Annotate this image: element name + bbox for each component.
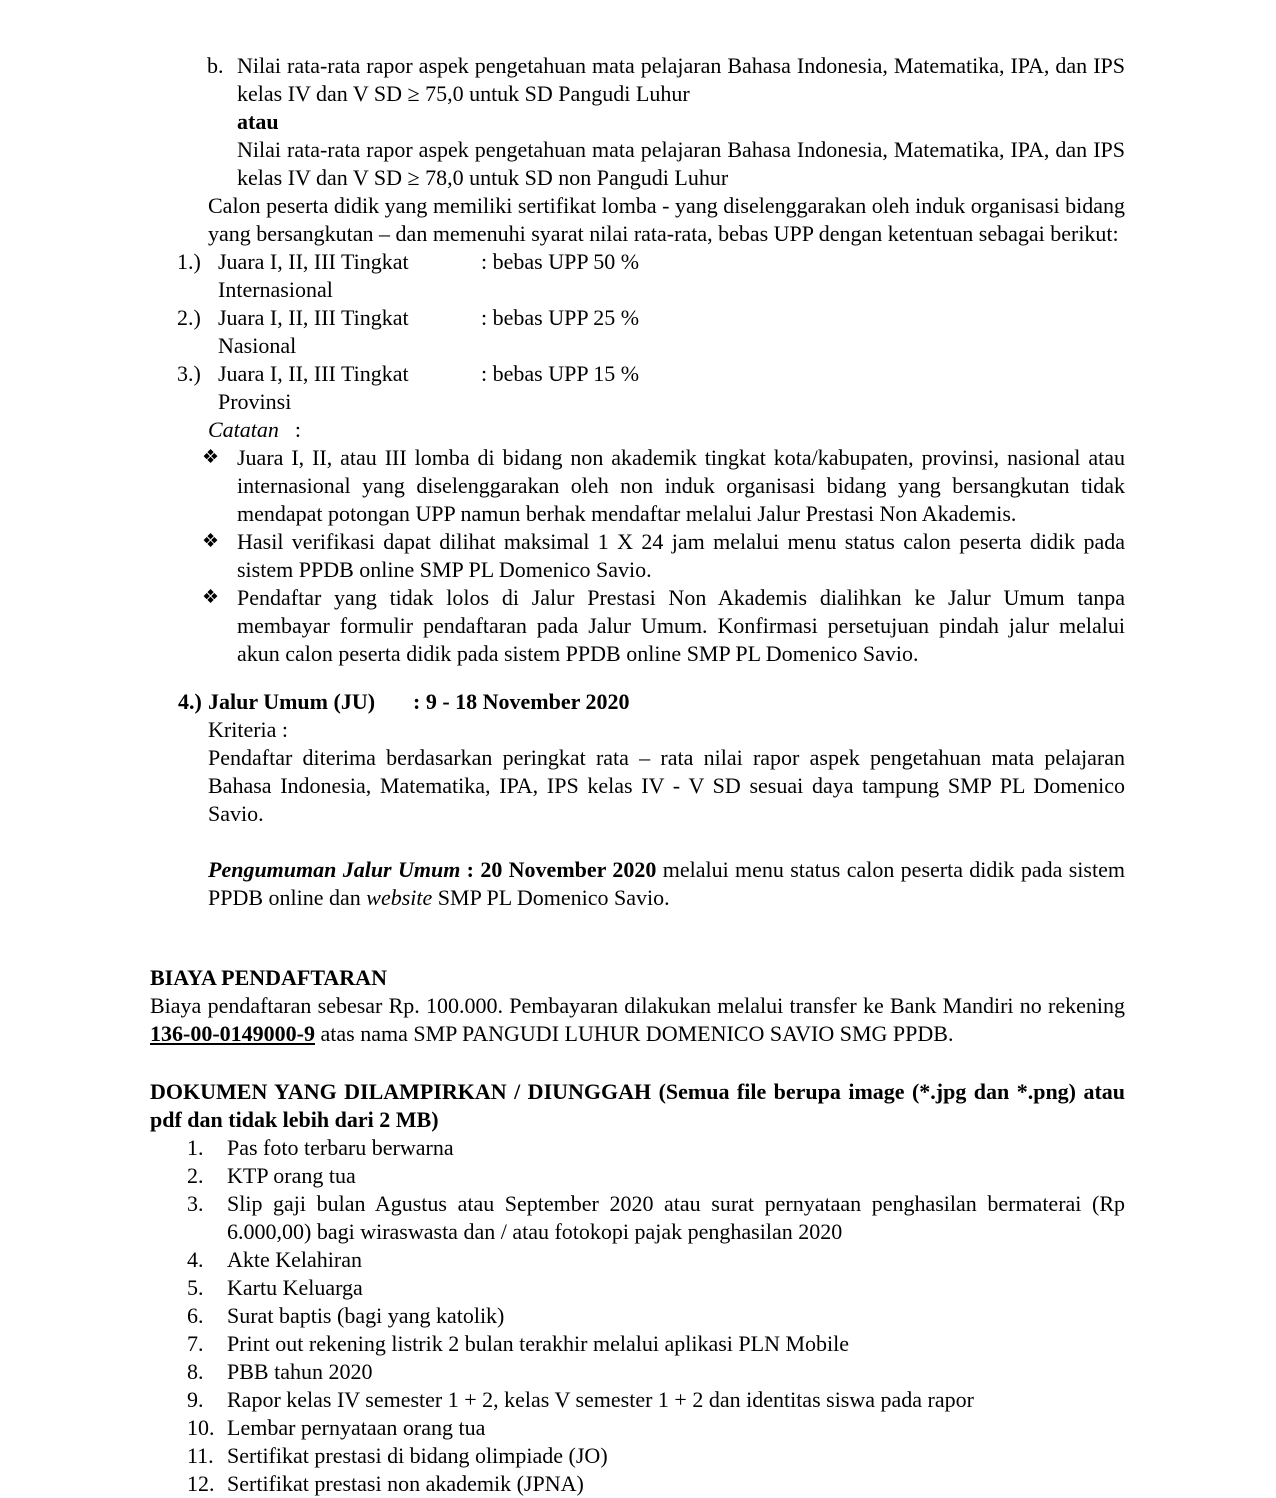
document-item-text: Slip gaji bulan Agustus atau September 2020 atau surat pernyataan penghasilan bermaterai (Rp 6.000,00) bagi wiraswasta dan / atau fotokopi pajak penghasilan 2020: [227, 1191, 1125, 1244]
announcement-lead: Pengumuman Jalur Umum: [208, 857, 461, 882]
document-item-text: PBB tahun 2020: [227, 1359, 373, 1384]
note-text: Pendaftar yang tidak lolos di Jalur Prestasi Non Akademis dialihkan ke Jalur Umum tanpa membayar formulir pendaftaran pada Jalur Umum. Konfirmasi persetujuan pindah jalur melalui akun calon peserta didik pada sistem PPDB online SMP PL Domenico Savio.: [237, 585, 1125, 666]
list-number: 1.: [187, 1135, 204, 1160]
requirement-non-pl-text: Nilai rata-rata rapor aspek pengetahuan mata pelajaran Bahasa Indonesia, Matematika, IPA, dan IPS kelas IV dan V SD ≥ 78,0 untuk SD non Pangudi Luhur: [237, 137, 1125, 190]
diamond-bullet-icon: ❖: [202, 447, 220, 468]
upp-rule-label: Juara I, II, III Tingkat Provinsi: [218, 361, 409, 414]
documents-heading-note: (Semua file berupa image (*.jpg dan *.png) atau pdf dan tidak lebih dari 2 MB): [150, 1079, 1125, 1132]
document-item-text: Kartu Keluarga: [227, 1275, 363, 1300]
fee-section-heading: BIAYA PENDAFTARAN: [150, 965, 387, 990]
announcement-sep: :: [460, 857, 481, 882]
list-marker: 4.): [178, 689, 202, 714]
document-item-text: KTP orang tua: [227, 1163, 356, 1188]
list-number: 4.: [187, 1247, 204, 1272]
announcement-date: 20 November 2020: [480, 857, 657, 882]
jalur-umum-heading: [178, 688, 1125, 716]
jalur-umum-dates: : 9 - 18 November 2020: [413, 689, 630, 714]
upp-rule-value: : bebas UPP 25 %: [481, 305, 640, 330]
list-marker: 1.): [177, 249, 201, 274]
document-item-text: Lembar pernyataan orang tua: [227, 1415, 486, 1440]
document-list-item: [150, 1190, 1125, 1246]
upp-rule-label: Juara I, II, III Tingkat Nasional: [218, 305, 409, 358]
fee-text: atas nama SMP PANGUDI LUHUR DOMENICO SAVIO SMG PPDB.: [314, 1021, 954, 1046]
calon-note-paragraph: Calon peserta didik yang memiliki sertifikat lomba - yang diselenggarakan oleh induk organisasi bidang yang bersangkutan – dan memenuhi syarat nilai rata-rata, bebas UPP dengan ketentuan sebagai berikut:: [208, 193, 1125, 246]
document-item-text: Akte Kelahiran: [227, 1247, 362, 1272]
document-list-item: [150, 1470, 1125, 1498]
document-list-item: [150, 1414, 1125, 1442]
spacer: [150, 668, 1125, 688]
document-list-item: [150, 1358, 1125, 1386]
catatan-label: Catatan: [208, 417, 279, 442]
website-word: website: [366, 885, 433, 910]
note-item: [150, 528, 1125, 584]
upp-rule-label: Juara I, II, III Tingkat Internasional: [218, 249, 409, 302]
kriteria-label: Kriteria :: [208, 717, 289, 742]
announcement-paragraph: [208, 856, 1125, 912]
documents-heading-text: DOKUMEN YANG DILAMPIRKAN / DIUNGGAH: [150, 1079, 652, 1104]
note-text: Hasil verifikasi dapat dilihat maksimal 1 X 24 jam melalui menu status calon peserta didik pada sistem PPDB online SMP PL Domenico Savio.: [237, 529, 1125, 582]
spacer: [150, 912, 1125, 964]
catatan-colon: :: [294, 417, 302, 442]
document-list-item: [150, 1302, 1125, 1330]
list-number: 10.: [187, 1415, 215, 1440]
requirement-item-b-text: Nilai rata-rata rapor aspek pengetahuan mata pelajaran Bahasa Indonesia, Matematika, IPA, dan IPS kelas IV dan V SD ≥ 75,0 untuk SD Pangudi Luhur: [237, 53, 1125, 106]
upp-rule-row: [177, 248, 1125, 304]
list-number: 7.: [187, 1331, 204, 1356]
document-list-item: [150, 1246, 1125, 1274]
bank-account-number: 136-00-0149000-9: [150, 1021, 315, 1046]
document-item-text: Pas foto terbaru berwarna: [227, 1135, 454, 1160]
note-item: [150, 584, 1125, 668]
list-number: 5.: [187, 1275, 204, 1300]
document-list-item: [150, 1274, 1125, 1302]
document-list-item: [150, 1386, 1125, 1414]
document-item-text: Print out rekening listrik 2 bulan terakhir melalui aplikasi PLN Mobile: [227, 1331, 850, 1356]
document-list-item: [150, 1442, 1125, 1470]
list-number: 2.: [187, 1163, 204, 1188]
atau-connector: atau: [237, 109, 279, 134]
kriteria-text: Pendaftar diterima berdasarkan peringkat rata – rata nilai rapor aspek pengetahuan mata pelajaran Bahasa Indonesia, Matematika, IPA, IPS kelas IV - V SD sesuai daya tampung SMP PL Domenico Savio.: [208, 745, 1125, 826]
list-number: 12.: [187, 1471, 215, 1496]
document-list-item: [150, 1330, 1125, 1358]
document-list-item: [150, 1162, 1125, 1190]
upp-rule-value: : bebas UPP 50 %: [481, 249, 640, 274]
announcement-tail: SMP PL Domenico Savio.: [432, 885, 670, 910]
note-text: Juara I, II, atau III lomba di bidang non akademik tingkat kota/kabupaten, provinsi, nasional atau internasional yang diselenggarakan oleh non induk organisasi bidang yang bersangkutan tidak mendapat potongan UPP namun berhak mendaftar melalui Jalur Prestasi Non Akademis.: [237, 445, 1125, 526]
document-item-text: Sertifikat prestasi non akademik (JPNA): [227, 1471, 584, 1496]
document-item-text: Surat baptis (bagi yang katolik): [227, 1303, 505, 1328]
jalur-umum-title: Jalur Umum (JU): [208, 689, 376, 714]
fee-paragraph: [150, 992, 1125, 1048]
documents-section-heading: [150, 1078, 1125, 1134]
note-item: [150, 444, 1125, 528]
list-marker-b: b.: [207, 53, 224, 78]
list-number: 6.: [187, 1303, 204, 1328]
upp-rule-row: [177, 304, 1125, 360]
document-list-item: [150, 1134, 1125, 1162]
document-item-text: Sertifikat prestasi di bidang olimpiade (JO): [227, 1443, 608, 1468]
catatan-heading: [208, 416, 1125, 444]
list-number: 9.: [187, 1387, 204, 1412]
document-item-text: Rapor kelas IV semester 1 + 2, kelas V semester 1 + 2 dan identitas siswa pada rapor: [227, 1387, 974, 1412]
list-number: 3.: [187, 1191, 204, 1216]
spacer: [150, 828, 1125, 856]
requirement-item-b: [150, 52, 1125, 108]
diamond-bullet-icon: ❖: [202, 587, 220, 608]
fee-text: Biaya pendaftaran sebesar Rp. 100.000. Pembayaran dilakukan melalui transfer ke Bank Mandiri no rekening: [150, 993, 1125, 1018]
list-number: 8.: [187, 1359, 204, 1384]
spacer: [150, 1048, 1125, 1078]
list-marker: 3.): [177, 361, 201, 386]
diamond-bullet-icon: ❖: [202, 531, 220, 552]
upp-rule-value: : bebas UPP 15 %: [481, 361, 640, 386]
announcement-tail: melalui menu status calon peserta didik pada sistem PPDB online dan: [208, 857, 1125, 910]
list-number: 11.: [187, 1443, 214, 1468]
list-marker: 2.): [177, 305, 201, 330]
upp-rule-row: [177, 360, 1125, 416]
